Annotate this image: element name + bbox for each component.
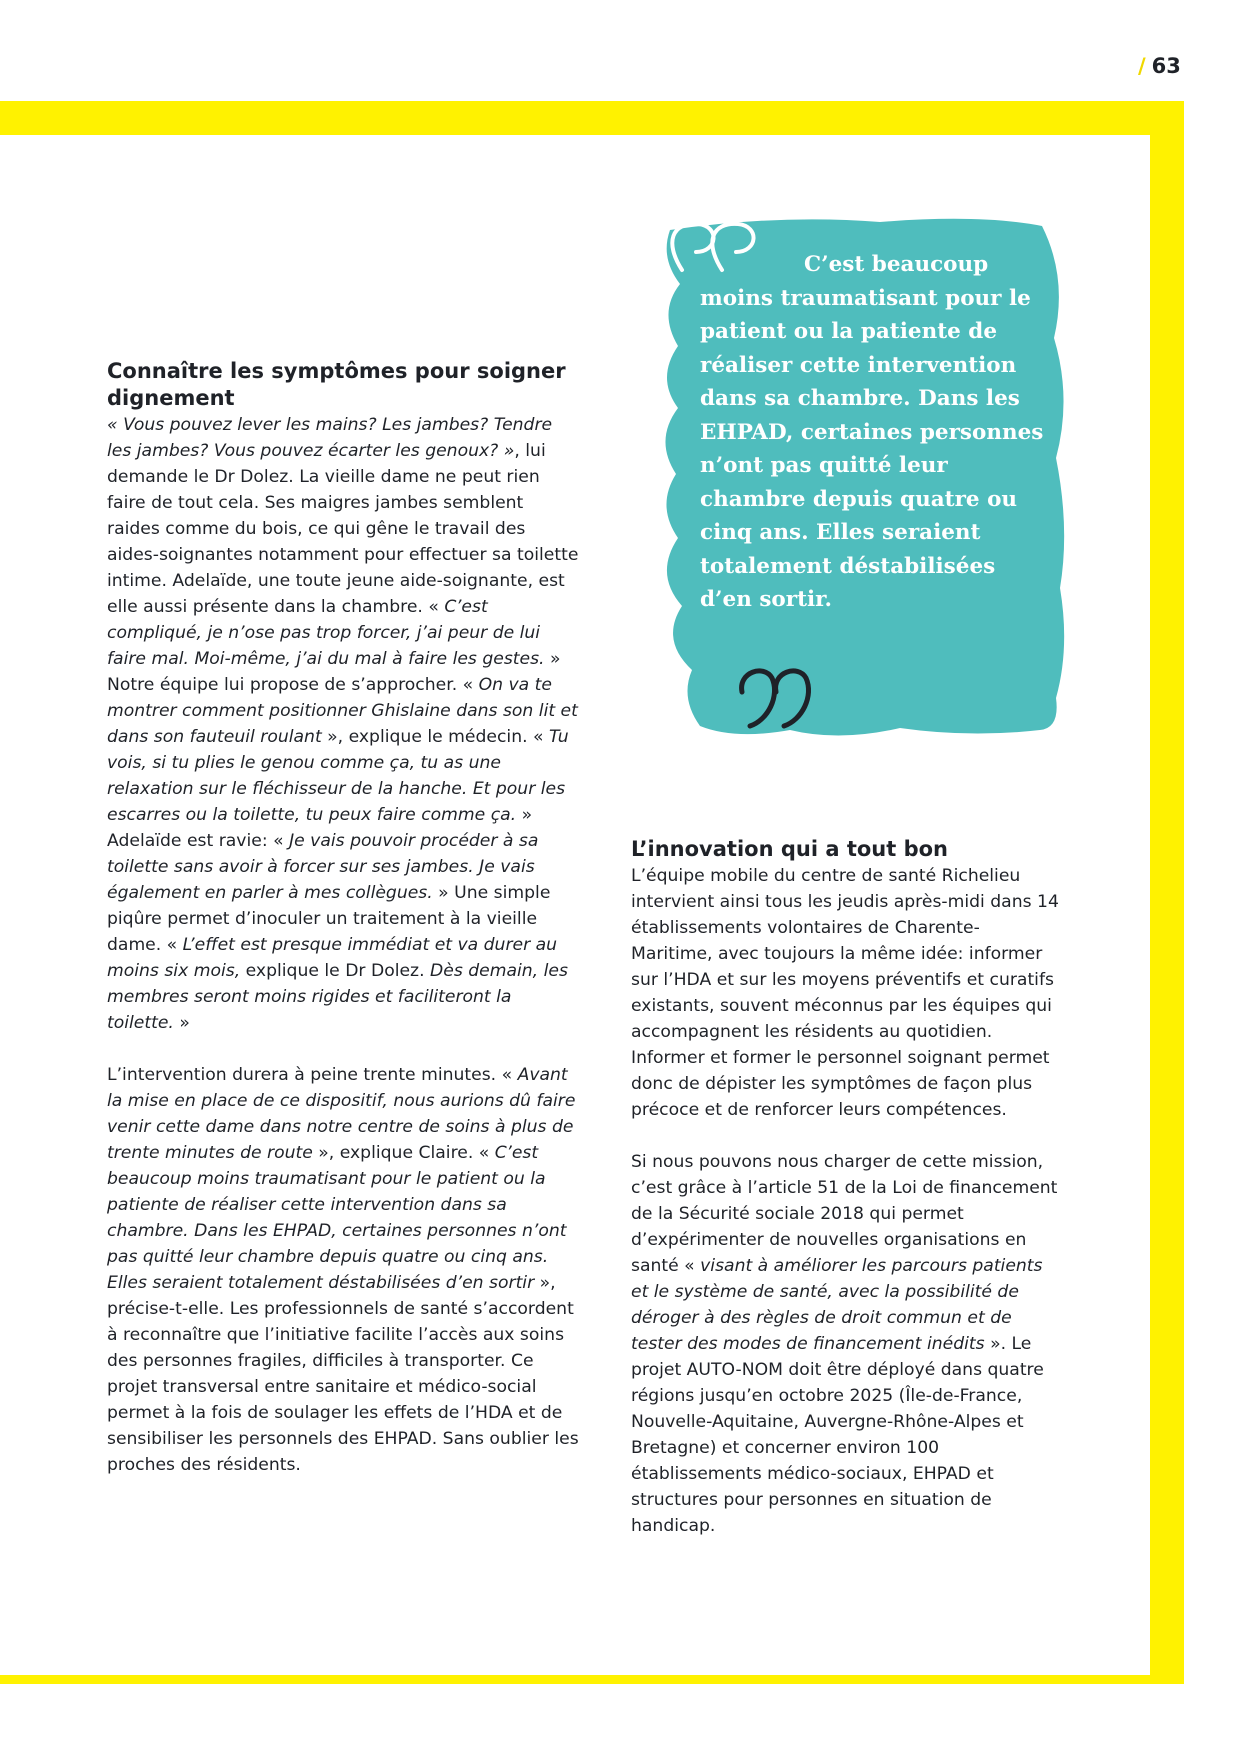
text-run: explique le Dr Dolez. bbox=[240, 961, 431, 981]
text-run: L’intervention durera à peine trente minutes. « bbox=[107, 1065, 518, 1085]
italic-quote-run: Dès demain, les membres seront moins rigides et faciliteront la toilette. bbox=[107, 961, 568, 1033]
page-number bbox=[1138, 54, 1181, 78]
right-paragraph-2 bbox=[631, 1149, 1061, 1539]
text-run: », précise-t-elle. Les professionnels de santé s’accordent à reconnaître que l’initiative facilite l’accès aux soins des personnes fragiles, difficiles à transporter. Ce projet transversal entre sanitaire et médico-social permet à la fois de soulager les effets de l’HDA et de sensibiliser les personnels des EHPAD. Sans oublier les proches des résidents. bbox=[107, 1273, 579, 1475]
right-paragraph-1 bbox=[631, 863, 1061, 1123]
italic-quote-run: C’est compliqué, je n’ose pas trop forcer, j’ai peur de lui faire mal. Moi-même, j’ai du mal à faire les gestes. bbox=[107, 597, 545, 669]
section-heading-symptoms: Connaître les symptômes pour soigner dignement bbox=[107, 359, 566, 410]
pull-quote bbox=[640, 208, 1070, 753]
text-run: Si nous pouvons nous charger de cette mission, c’est grâce à l’article 51 de la Loi de financement de la Sécurité sociale 2018 qui permet d’expérimenter de nouvelles organisations en santé « bbox=[631, 1152, 1058, 1276]
italic-quote-run: Tu vois, si tu plies le genou comme ça, tu as une relaxation sur le fléchisseur de la hanche. Et pour les escarres ou la toilette, tu peux faire comme ça. bbox=[107, 727, 569, 825]
text-run: » Une simple piqûre permet d’inoculer un traitement à la vieille dame. « bbox=[107, 883, 551, 955]
pull-quote-text bbox=[700, 248, 1050, 617]
page-number-value: 63 bbox=[1151, 54, 1181, 78]
italic-quote-run: C’est beaucoup moins traumatisant pour le patient ou la patiente de réaliser cette intervention dans sa chambre. Dans les EHPAD, certaines personnes n’ont pas quitté leur chambre depuis quatre ou cinq ans. Elles seraient totalement déstabilisées d’en sortir bbox=[107, 1143, 567, 1293]
text-run: », explique Claire. « bbox=[312, 1143, 495, 1163]
italic-quote-run: Je vais pouvoir procéder à sa toilette sans avoir à forcer sur ses jambes. Je vais également en parler à mes collègues. bbox=[107, 831, 539, 903]
text-run: » Notre équipe lui propose de s’approcher. « bbox=[107, 649, 561, 695]
text-run: L’équipe mobile du centre de santé Richelieu intervient ainsi tous les jeudis après-midi dans 14 établissements volontaires de Charente-Maritime, avec toujours la même idée: informer sur l’HDA et sur les moyens préventifs et curatifs existants, souvent méconnus par les équipes qui accompagnent les résidents au quotidien. Informer et former le personnel soignant permet donc de dépister les symptômes de façon plus précoce et de renforcer leurs compétences. bbox=[631, 866, 1059, 1120]
quote-body: C’est beaucoup moins traumatisant pour le patient ou la patiente de réaliser cette intervention dans sa chambre. Dans les EHPAD, certaines personnes n’ont pas quitté leur chambre depuis quatre ou cinq ans. Elles seraient totalement déstabilisées d’en sortir. bbox=[700, 252, 1044, 612]
left-paragraph-1 bbox=[107, 412, 579, 1036]
italic-quote-run: visant à améliorer les parcours patients et le système de santé, avec la possibilité de déroger à des règles de droit commun et de tester des modes de financement inédits bbox=[631, 1256, 1043, 1354]
text-run: » Adelaïde est ravie: « bbox=[107, 805, 533, 851]
italic-quote-run: L’effet est presque immédiat et va durer au moins six mois, bbox=[107, 935, 558, 981]
text-run: » bbox=[173, 1013, 190, 1033]
text-run: , lui demande le Dr Dolez. La vieille dame ne peut rien faire de tout cela. Ses maigres jambes semblent raides comme du bois, ce qui gêne le travail des aides-soignantes notamment pour effectuer sa toilette intime. Adelaïde, une toute jeune aide-soignante, est elle aussi présente dans la chambre. « bbox=[107, 441, 579, 617]
page-marker: / bbox=[1138, 54, 1146, 78]
left-paragraph-2 bbox=[107, 1062, 579, 1478]
text-run: », explique le médecin. « bbox=[321, 727, 549, 747]
text-run: ». Le projet AUTO-NOM doit être déployé dans quatre régions jusqu’en octobre 2025 (Île-de-France, Nouvelle-Aquitaine, Auvergne-Rhône-Alpes et Bretagne) et concerner environ 100 établissements médico-sociaux, EHPAD et structures pour personnes en situation de handicap. bbox=[631, 1334, 1044, 1536]
section-heading-innovation: L’innovation qui a tout bon bbox=[631, 837, 948, 861]
italic-quote-run: On va te montrer comment positionner Ghislaine dans son lit et dans son fauteuil roulant bbox=[107, 675, 578, 747]
italic-quote-run: « Vous pouvez lever les mains? Les jambes? Tendre les jambes? Vous pouvez écarter les genoux? » bbox=[107, 415, 553, 461]
left-column bbox=[107, 358, 579, 1478]
italic-quote-run: Avant la mise en place de ce dispositif, nous aurions dû faire venir cette dame dans notre centre de soins à plus de trente minutes de route bbox=[107, 1065, 576, 1163]
right-column bbox=[631, 836, 1061, 1539]
